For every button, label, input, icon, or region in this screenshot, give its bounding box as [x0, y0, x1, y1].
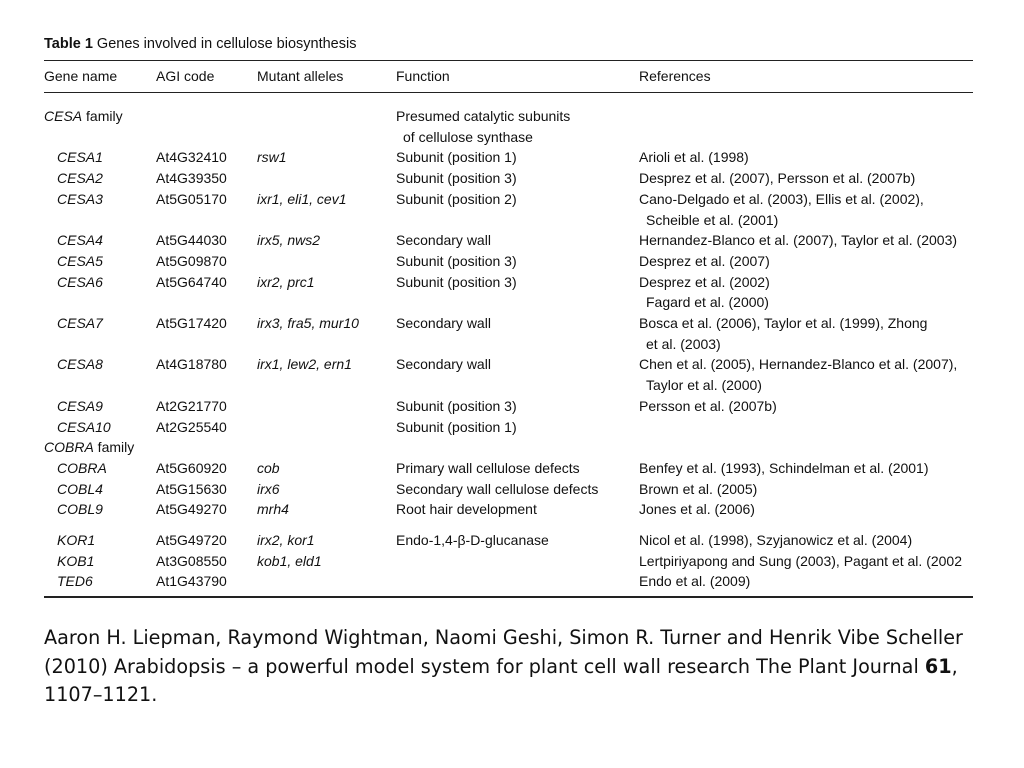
references-cell: [639, 251, 973, 272]
agi-code-cell: At5G44030: [156, 232, 227, 249]
gene-name-cell: [44, 189, 156, 230]
references-cell: [639, 437, 973, 458]
table-row: [44, 458, 973, 479]
references-cell: [639, 571, 973, 596]
agi-code-cell: [156, 437, 257, 458]
function-cell: [396, 571, 639, 596]
citation-volume: 61: [924, 654, 952, 678]
gene-name: CESA1: [57, 149, 103, 166]
reference-line: Desprez et al. (2007), Persson et al. (2007b): [639, 170, 916, 187]
header-agi-code: AGI code: [156, 68, 215, 84]
gene-name: CESA7: [57, 315, 103, 332]
gene-name: CESA9: [57, 397, 103, 414]
mutant-alleles-cell: rsw1: [257, 149, 287, 166]
references-cell: [639, 520, 973, 551]
mutant-alleles-cell: [257, 417, 396, 438]
gene-table-container: [44, 35, 973, 598]
table-row: [44, 479, 973, 500]
references-cell: [639, 551, 973, 572]
references-cell: [639, 354, 973, 395]
function-line: Subunit (position 3): [396, 170, 517, 187]
references-cell: [639, 189, 973, 230]
function-line: Secondary wall cellulose defects: [396, 480, 599, 497]
function-cell: [396, 520, 639, 551]
references-cell: [639, 458, 973, 479]
gene-name: COBL9: [57, 501, 103, 518]
table-row: [44, 551, 973, 572]
mutant-alleles-cell: irx5, nws2: [257, 232, 321, 249]
function-cell: [396, 354, 639, 395]
gene-name-cell: [44, 147, 156, 168]
reference-line: Fagard et al. (2000): [646, 294, 769, 311]
reference-line: Scheible et al. (2001): [646, 211, 779, 228]
gene-name-cell: [44, 458, 156, 479]
gene-name-cell: [44, 499, 156, 520]
mutant-alleles-cell: [257, 93, 396, 148]
agi-code-cell: At5G05170: [156, 190, 227, 207]
family-row: [44, 93, 973, 148]
gene-name-cell: [44, 313, 156, 354]
references-cell: [639, 168, 973, 189]
reference-line: Benfey et al. (1993), Schindelman et al. (2001): [639, 459, 929, 476]
mutant-alleles-cell: ixr2, prc1: [257, 273, 315, 290]
reference-line: Hernandez-Blanco et al. (2007), Taylor et al. (2003): [639, 232, 958, 249]
gene-name-cell: [44, 168, 156, 189]
reference-line: Persson et al. (2007b): [639, 397, 777, 414]
table-row: [44, 251, 973, 272]
family-suffix: family: [82, 108, 123, 124]
agi-code-cell: At2G25540: [156, 418, 227, 435]
table-bottom-rule: [44, 596, 973, 598]
function-line: Subunit (position 3): [396, 273, 517, 290]
function-cell: [396, 251, 639, 272]
header-references: References: [639, 68, 711, 84]
agi-code-cell: At5G17420: [156, 315, 227, 332]
mutant-alleles-cell: [257, 396, 396, 417]
function-line: Subunit (position 3): [396, 397, 517, 414]
mutant-alleles-cell: irx1, lew2, ern1: [257, 356, 352, 373]
agi-code-cell: At3G08550: [156, 552, 227, 569]
table-row: [44, 168, 973, 189]
gene-name-cell: [44, 417, 156, 438]
agi-code-cell: At5G64740: [156, 273, 227, 290]
reference-line: Brown et al. (2005): [639, 480, 758, 497]
agi-code-cell: At4G32410: [156, 149, 227, 166]
mutant-alleles-cell: irx2, kor1: [257, 532, 315, 549]
gene-name: CESA8: [57, 356, 103, 373]
reference-line: Jones et al. (2006): [639, 501, 755, 518]
gene-name: CESA2: [57, 170, 103, 187]
header-function: Function: [396, 68, 450, 84]
table-row: [44, 354, 973, 395]
function-line: Secondary wall: [396, 232, 491, 249]
agi-code-cell: At5G60920: [156, 459, 227, 476]
table-title: Genes involved in cellulose biosynthesis: [96, 36, 357, 52]
function-cell: [396, 479, 639, 500]
function-line: Endo-1,4-β-D-glucanase: [396, 532, 549, 549]
mutant-alleles-cell: ixr1, eli1, cev1: [257, 190, 347, 207]
mutant-alleles-cell: cob: [257, 459, 280, 476]
function-line: Primary wall cellulose defects: [396, 459, 580, 476]
agi-code-cell: At2G21770: [156, 397, 227, 414]
reference-line: Taylor et al. (2000): [646, 377, 762, 394]
function-cell: [396, 396, 639, 417]
mutant-alleles-cell: kob1, eld1: [257, 552, 322, 569]
gene-name: CESA5: [57, 252, 103, 269]
table-row: [44, 520, 973, 551]
table-row: [44, 396, 973, 417]
function-cell: [396, 437, 639, 458]
gene-name-cell: [44, 93, 156, 148]
function-line: Subunit (position 2): [396, 190, 517, 207]
agi-code-cell: At5G15630: [156, 480, 227, 497]
function-line: Secondary wall: [396, 315, 491, 332]
agi-code-cell: [156, 93, 257, 148]
citation: [44, 624, 994, 710]
table-row: [44, 147, 973, 168]
function-line: Root hair development: [396, 501, 537, 518]
function-cell: [396, 230, 639, 251]
agi-code-cell: At4G39350: [156, 170, 227, 187]
table-label: Table 1: [44, 36, 93, 52]
gene-name: CESA10: [57, 418, 111, 435]
gene-name-cell: [44, 437, 156, 458]
references-cell: [639, 313, 973, 354]
mutant-alleles-cell: irx6: [257, 480, 280, 497]
function-line: Secondary wall: [396, 356, 491, 373]
table-row: [44, 313, 973, 354]
mutant-alleles-cell: [257, 437, 396, 458]
reference-line: Desprez et al. (2002): [639, 273, 770, 290]
references-cell: [639, 499, 973, 520]
mutant-alleles-cell: mrh4: [257, 501, 289, 518]
reference-line: Lertpiriyapong and Sung (2003), Pagant et al. (2002: [639, 552, 963, 569]
function-line: Presumed catalytic subunits: [396, 108, 571, 124]
gene-name-cell: [44, 396, 156, 417]
references-cell: [639, 147, 973, 168]
agi-code-cell: At5G49270: [156, 501, 227, 518]
reference-line: Arioli et al. (1998): [639, 149, 749, 166]
reference-line: Cano-Delgado et al. (2003), Ellis et al. (2002),: [639, 190, 924, 207]
gene-name-cell: [44, 551, 156, 572]
table-header-row: [44, 61, 973, 93]
gene-name-cell: [44, 251, 156, 272]
citation-text: Aaron H. Liepman, Raymond Wightman, Naomi Geshi, Simon R. Turner and Henrik Vibe Scheller (2010) Arabidopsis – a powerful model system for plant cell wall research The Plant Journal: [44, 626, 963, 678]
agi-code-cell: At4G18780: [156, 356, 227, 373]
gene-name-cell: [44, 230, 156, 251]
references-cell: [639, 396, 973, 417]
gene-name: CESA4: [57, 232, 103, 249]
header-mutant-alleles: Mutant alleles: [257, 68, 344, 84]
agi-code-cell: At5G09870: [156, 252, 227, 269]
gene-name: KOR1: [57, 532, 96, 549]
reference-line: Bosca et al. (2006), Taylor et al. (1999), Zhong: [639, 315, 928, 332]
references-cell: [639, 230, 973, 251]
gene-name: CESA3: [57, 190, 103, 207]
table-body: [44, 93, 973, 597]
gene-name: COBRA: [57, 459, 107, 476]
reference-line: Nicol et al. (1998), Szyjanowicz et al. (2004): [639, 532, 913, 549]
table-row: [44, 189, 973, 230]
table-row: [44, 230, 973, 251]
gene-name: CESA: [44, 108, 83, 124]
function-line: Subunit (position 1): [396, 149, 517, 166]
reference-line: Desprez et al. (2007): [639, 252, 770, 269]
gene-name: COBL4: [57, 480, 103, 497]
function-cell: [396, 458, 639, 479]
gene-name-cell: [44, 354, 156, 395]
function-line: of cellulose synthase: [403, 128, 533, 145]
table-row: [44, 571, 973, 596]
mutant-alleles-cell: [257, 168, 396, 189]
reference-line: et al. (2003): [646, 335, 721, 352]
function-line: Subunit (position 1): [396, 418, 517, 435]
table-row: [44, 272, 973, 313]
citation-pages: , 1107–1121.: [44, 654, 958, 706]
gene-table: [44, 61, 973, 596]
mutant-alleles-cell: [257, 571, 396, 596]
gene-name: KOB1: [57, 552, 95, 569]
references-cell: [639, 417, 973, 438]
header-gene-name: Gene name: [44, 68, 118, 84]
mutant-alleles-cell: irx3, fra5, mur10: [257, 315, 359, 332]
table-row: [44, 417, 973, 438]
references-cell: [639, 479, 973, 500]
function-cell: [396, 313, 639, 354]
gene-name: TED6: [57, 573, 93, 590]
function-cell: [396, 499, 639, 520]
function-cell: [396, 189, 639, 230]
family-suffix: family: [93, 439, 135, 456]
function-cell: [396, 93, 639, 148]
references-cell: [639, 93, 973, 148]
family-row: [44, 437, 973, 458]
table-row: [44, 499, 973, 520]
agi-code-cell: At5G49720: [156, 532, 227, 549]
gene-name-cell: [44, 571, 156, 596]
reference-line: Chen et al. (2005), Hernandez-Blanco et al. (2007),: [639, 356, 958, 373]
gene-name-cell: [44, 479, 156, 500]
gene-name-cell: [44, 272, 156, 313]
gene-name: COBRA: [44, 439, 94, 456]
function-line: Subunit (position 3): [396, 252, 517, 269]
mutant-alleles-cell: [257, 251, 396, 272]
table-caption: [44, 35, 973, 60]
reference-line: Endo et al. (2009): [639, 573, 751, 590]
function-cell: [396, 551, 639, 572]
function-cell: [396, 147, 639, 168]
gene-name-cell: [44, 520, 156, 551]
function-cell: [396, 168, 639, 189]
references-cell: [639, 272, 973, 313]
function-cell: [396, 272, 639, 313]
gene-name: CESA6: [57, 273, 103, 290]
agi-code-cell: At1G43790: [156, 573, 227, 590]
function-cell: [396, 417, 639, 438]
